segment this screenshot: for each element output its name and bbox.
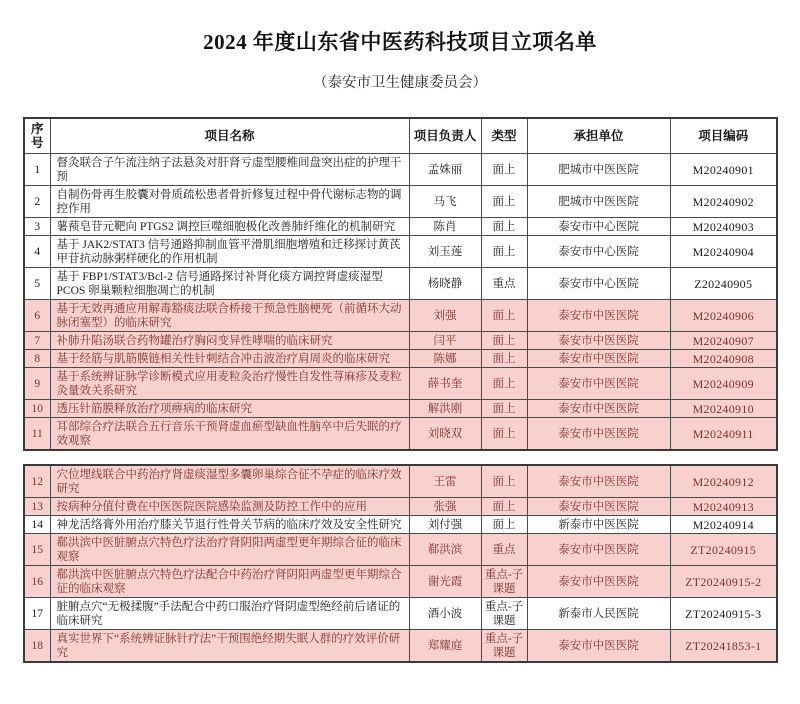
project-code: M20240912 [670, 465, 777, 498]
project-table-part1 [23, 117, 778, 451]
header-row [24, 118, 777, 154]
project-name: 神龙活络膏外用治疗膝关节退行性骨关节病的临床疗效及安全性研究 [50, 516, 409, 534]
project-name: 基于无效再通应用解毒豁痰法联合桥接干预急性脑梗死（前循环大动脉闭塞型）的临床研究 [50, 300, 409, 332]
table-row [24, 630, 777, 663]
row-no: 15 [24, 534, 50, 566]
column-header-name: 项目名称 [50, 118, 409, 154]
project-leader: 刘强 [409, 300, 481, 332]
undertaking-unit: 泰安市中医医院 [527, 534, 670, 566]
table-body-part1 [24, 154, 777, 451]
project-name: 真实世界下“系统辨证脉针疗法”干预围绝经期失眠人群的疗效评价研究 [50, 630, 409, 663]
undertaking-unit: 泰安市中医医院 [527, 332, 670, 350]
page-title: 2024 年度山东省中医药科技项目立项名单 [203, 30, 597, 54]
project-type: 重点-子课题 [481, 630, 527, 663]
project-type: 面上 [481, 154, 527, 186]
project-code: ZT20240915 [670, 534, 777, 566]
table-row [24, 350, 777, 368]
row-no: 3 [24, 218, 50, 236]
project-type: 面上 [481, 400, 527, 418]
row-no: 13 [24, 498, 50, 516]
row-no: 12 [24, 465, 50, 498]
project-leader: 酒小波 [409, 598, 481, 630]
project-leader: 刘玉莲 [409, 236, 481, 268]
project-type: 面上 [481, 498, 527, 516]
project-name: 补肺升陷汤联合药物罐治疗胸闷变异性哮喘的临床研究 [50, 332, 409, 350]
project-name: 基于系统辨证脉学诊断模式应用麦粒灸治疗慢性自发性荨麻疹及麦粒灸量效关系研究 [50, 368, 409, 400]
project-leader: 刘晓双 [409, 418, 481, 451]
project-code: M20240907 [670, 332, 777, 350]
undertaking-unit: 泰安市中医医院 [527, 350, 670, 368]
project-type: 面上 [481, 300, 527, 332]
row-no: 8 [24, 350, 50, 368]
row-no: 16 [24, 566, 50, 598]
table-row [24, 268, 777, 300]
table-row [24, 154, 777, 186]
project-code: M20240908 [670, 350, 777, 368]
table-row [24, 236, 777, 268]
project-code: Z20240905 [670, 268, 777, 300]
project-leader: 陈娜 [409, 350, 481, 368]
table-row [24, 186, 777, 218]
project-name: 基于 FBP1/STAT3/Bcl-2 信号通路探讨补肾化痰方调控肾虚痰湿型 PCOS 卵巢颗粒细胞凋亡的机制 [50, 268, 409, 300]
undertaking-unit: 新泰市人民医院 [527, 598, 670, 630]
project-type: 面上 [481, 236, 527, 268]
undertaking-unit: 泰安市中医医院 [527, 498, 670, 516]
row-no: 6 [24, 300, 50, 332]
row-no: 1 [24, 154, 50, 186]
project-name: 郗洪滨中医脏腑点穴特色疗法配合中药治疗肾阴阳两虚型更年期综合征的临床观察 [50, 566, 409, 598]
project-name: 郗洪滨中医脏腑点穴特色疗法治疗肾阴阳两虚型更年期综合征的临床观察 [50, 534, 409, 566]
project-leader: 郑耀庭 [409, 630, 481, 663]
project-name: 薯蓣皂苷元靶向 PTGS2 调控巨噬细胞极化改善肺纤维化的机制研究 [50, 218, 409, 236]
column-header-code: 项目编码 [670, 118, 777, 154]
project-type: 面上 [481, 332, 527, 350]
table-row [24, 218, 777, 236]
undertaking-unit: 泰安市中心医院 [527, 218, 670, 236]
table-row [24, 465, 777, 498]
table-body-part2 [24, 465, 777, 662]
undertaking-unit: 泰安市中医医院 [527, 465, 670, 498]
column-header-leader: 项目负责人 [409, 118, 481, 154]
undertaking-unit: 泰安市中心医院 [527, 236, 670, 268]
table-row [24, 368, 777, 400]
project-leader: 解洪刚 [409, 400, 481, 418]
project-name: 脏腑点穴“无极揉腹”手法配合中药口服治疗肾阴虚型绝经前后诸证的临床研究 [50, 598, 409, 630]
project-code: M20240903 [670, 218, 777, 236]
project-code: M20240910 [670, 400, 777, 418]
project-type: 面上 [481, 218, 527, 236]
project-type: 面上 [481, 516, 527, 534]
project-name: 督灸联合子午流注纳子法悬灸对肝肾亏虚型腰椎间盘突出症的护理干预 [50, 154, 409, 186]
project-name: 按病种分值付费在中医医院医院感染监测及防控工作中的应用 [50, 498, 409, 516]
project-code: ZT20241853-1 [670, 630, 777, 663]
row-no: 7 [24, 332, 50, 350]
undertaking-unit: 泰安市中医医院 [527, 368, 670, 400]
project-leader: 杨晓静 [409, 268, 481, 300]
document-page [0, 26, 800, 704]
project-leader: 王雷 [409, 465, 481, 498]
project-type: 面上 [481, 368, 527, 400]
row-no: 4 [24, 236, 50, 268]
undertaking-unit: 泰安市中心医院 [527, 268, 670, 300]
row-no: 9 [24, 368, 50, 400]
project-code: M20240911 [670, 418, 777, 451]
table-row [24, 332, 777, 350]
project-leader: 马飞 [409, 186, 481, 218]
table-row [24, 566, 777, 598]
project-code: M20240913 [670, 498, 777, 516]
project-code: M20240909 [670, 368, 777, 400]
undertaking-unit: 新泰市中医医院 [527, 516, 670, 534]
table-row [24, 516, 777, 534]
column-header-unit: 承担单位 [527, 118, 670, 154]
project-type: 面上 [481, 465, 527, 498]
column-header-no: 序号 [24, 118, 50, 154]
table-row [24, 534, 777, 566]
project-leader: 谢光霞 [409, 566, 481, 598]
project-code: M20240901 [670, 154, 777, 186]
project-name: 透压针筋膜释放治疗项痹病的临床研究 [50, 400, 409, 418]
project-leader: 薛书奎 [409, 368, 481, 400]
project-leader: 郗洪滨 [409, 534, 481, 566]
undertaking-unit: 泰安市中医医院 [527, 566, 670, 598]
project-type: 重点-子课题 [481, 598, 527, 630]
row-no: 17 [24, 598, 50, 630]
project-leader: 闫平 [409, 332, 481, 350]
row-no: 11 [24, 418, 50, 451]
project-type: 面上 [481, 350, 527, 368]
project-leader: 张强 [409, 498, 481, 516]
row-no: 2 [24, 186, 50, 218]
undertaking-unit: 泰安市中医医院 [527, 300, 670, 332]
undertaking-unit: 泰安市中医医院 [527, 400, 670, 418]
row-no: 18 [24, 630, 50, 663]
project-table-part2 [23, 464, 778, 663]
project-code: M20240902 [670, 186, 777, 218]
table-row [24, 598, 777, 630]
project-name: 耳部综合疗法联合五行音乐干预肾虚血瘀型缺血性脑卒中后失眠的疗效观察 [50, 418, 409, 451]
table-row [24, 300, 777, 332]
project-leader: 陈肖 [409, 218, 481, 236]
project-name: 自制伤骨再生胶囊对骨质疏松患者骨折修复过程中骨代谢标志物的调控作用 [50, 186, 409, 218]
table-row [24, 400, 777, 418]
page-subtitle: （泰安市卫生健康委员会） [313, 75, 487, 91]
table-row [24, 418, 777, 451]
project-name: 基于 JAK2/STAT3 信号通路抑制血管平滑肌细胞增殖和迁移探讨黄芪甲苷抗动脉粥样硬化的作用机制 [50, 236, 409, 268]
project-type: 重点 [481, 268, 527, 300]
column-header-type: 类型 [481, 118, 527, 154]
project-type: 重点-子课题 [481, 566, 527, 598]
project-type: 重点 [481, 534, 527, 566]
project-code: M20240906 [670, 300, 777, 332]
project-code: M20240904 [670, 236, 777, 268]
project-code: ZT20240915-2 [670, 566, 777, 598]
project-name: 基于经筋与肌筋膜链相关性针刺结合冲击波治疗肩周炎的临床研究 [50, 350, 409, 368]
row-no: 5 [24, 268, 50, 300]
row-no: 14 [24, 516, 50, 534]
project-code: ZT20240915-3 [670, 598, 777, 630]
project-type: 面上 [481, 186, 527, 218]
project-name: 穴位埋线联合中药治疗肾虚痰湿型多囊卵巢综合征不孕症的临床疗效研究 [50, 465, 409, 498]
table-row [24, 498, 777, 516]
project-tables [23, 117, 776, 663]
undertaking-unit: 泰安市中医医院 [527, 418, 670, 451]
project-code: M20240914 [670, 516, 777, 534]
undertaking-unit: 肥城市中医医院 [527, 154, 670, 186]
project-leader: 刘付强 [409, 516, 481, 534]
row-no: 10 [24, 400, 50, 418]
undertaking-unit: 泰安市中医医院 [527, 630, 670, 663]
project-leader: 孟姝丽 [409, 154, 481, 186]
project-type: 面上 [481, 418, 527, 451]
undertaking-unit: 肥城市中医医院 [527, 186, 670, 218]
